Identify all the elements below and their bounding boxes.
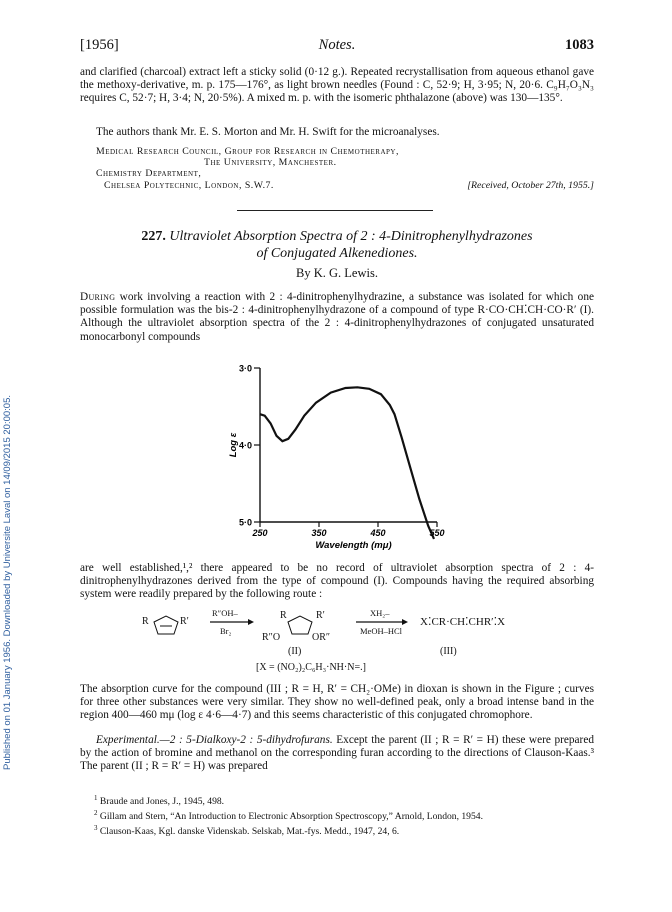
furan-ring-icon — [154, 616, 178, 634]
section-divider — [237, 210, 433, 211]
reagent-2-bottom: MeOH–HCl — [360, 626, 403, 636]
experimental-section — [80, 734, 594, 774]
established-text: are well established,¹,² there appeared to be no record of ultraviolet absorption spectra of 2 : 4-dinitrophenylhydrazones derived from the type of compound (I). Compounds having the required absorbing system were readily prepared by the following route : — [80, 562, 594, 601]
chart-axes — [254, 368, 437, 527]
footnote-1: $^1$ Braude and Jones, J., 1945, 498. — [94, 794, 225, 808]
paragraph-absorption-curve — [80, 683, 594, 723]
reagent-2-top: XH₂– — [370, 608, 390, 618]
x-tick-label: 450 — [370, 528, 386, 538]
x-tick-label: 350 — [311, 528, 327, 538]
affiliation-line-4: Chelsea Polytechnic, London, S.W.7. — [104, 180, 274, 191]
affiliation-line-2: The University, Manchester. — [204, 157, 337, 168]
y-axis-label: Log ε — [228, 432, 239, 458]
intro-lead-word: During — [80, 291, 116, 303]
x-axis-label: Wavelength (mμ) — [315, 540, 392, 551]
intro-paragraph — [80, 291, 594, 344]
scheme-left-r-prime: R′ — [180, 616, 189, 627]
dihydrofuran-ring-icon — [288, 616, 312, 634]
footnote-3: $^3$ Clauson-Kaas, Kgl. danske Videnskab. Selskab, Mat.-fys. Medd., 1947, 24, 6. — [94, 823, 400, 837]
continued-paragraph — [80, 66, 594, 106]
received-date: [Received, October 27th, 1955.] — [467, 180, 594, 191]
reaction-scheme — [130, 606, 590, 676]
y-tick-label: 5·0 — [238, 517, 252, 528]
title-line-2: of Conjugated Alkenediones. — [256, 246, 418, 261]
acknowledgement — [80, 126, 594, 139]
scheme-product: X⁚CR·CH⁚CHR′⁚X — [420, 616, 506, 628]
scheme-left-r: R — [142, 616, 149, 627]
article-number: 227. — [141, 229, 166, 244]
header-year: [1956] — [80, 37, 119, 53]
y-tick-label: 3·0 — [238, 363, 252, 374]
reagent-1-bottom: Br₂ — [220, 626, 232, 636]
title-line-1: Ultraviolet Absorption Spectra of 2 : 4-Dinitrophenylhydrazones — [169, 229, 533, 244]
reagent-1-top: R″OH– — [212, 608, 238, 618]
paragraph-established — [80, 562, 594, 602]
footnotes — [80, 793, 594, 837]
running-header — [80, 37, 594, 57]
download-notice-text: Published on 01 January 1956. Downloaded by Universite Laval on 14/09/2015 20:00:05. — [2, 395, 13, 770]
affiliation-line-1: Medical Research Council, Group for Research in Chemotherapy, — [96, 146, 399, 157]
y-tick-label: 4·0 — [238, 440, 252, 451]
absorption-curve-text: The absorption curve for the compound (III ; R = H, R′ = CH₂·OMe) in dioxan is shown in the Figure ; curves for three other substances were very similar. They show no well-defined peak, only a broad intense band in the region 400—460 mμ (log ε 4·6—4·7) and this seems characteristic of this conjugated chromophore. — [80, 683, 594, 722]
download-notice — [2, 130, 18, 770]
footnote-2: $^2$ Gillam and Stern, “An Introduction to Electronic Absorption Spectroscopy,” Arnold, London, 1954. — [94, 808, 483, 822]
article-author: By K. G. Lewis. — [296, 266, 378, 280]
x-tick-label: 550 — [429, 528, 445, 538]
absorption-spectrum-figure — [222, 360, 462, 555]
article-title — [80, 228, 594, 262]
label-compound-ii: (II) — [288, 646, 302, 657]
header-section: Notes. — [318, 37, 356, 53]
label-compound-iii: (III) — [440, 646, 457, 657]
x-definition: [X = (NO₂)₂C₆H₃·NH·N=.] — [256, 662, 366, 673]
paragraph-recrystallisation: and clarified (charcoal) extract left a sticky solid (0·12 g.). Repeated recrystallisation from aqueous ethanol gave the methoxy-derivative, m. p. 175—176°, as light brown needles (Found : C, 52·9; H, 3·95; N, 20·6. C₉H₇O₃N₃ requires C, 52·7; H, 3·4; N, 20·5%). A mixed m. p. with the isomeric phthalazone (above) was 130—135°. — [80, 66, 594, 105]
experimental-text: Except the parent (II ; R = R′ = H) these were prepared by the action of bromine and methanol on the corresponding furan according to the directions of Clauson-Kaas.³ The parent (II ; R = R′ = H) was prepared — [80, 734, 594, 773]
experimental-heading: Experimental.—2 : 5-Dialkoxy-2 : 5-dihydrofurans. — [96, 734, 333, 746]
absorption-curve — [260, 387, 434, 539]
scheme-mid-r-prime: R′ — [316, 610, 325, 621]
intro-text: work involving a reaction with 2 : 4-dinitrophenylhydrazine, a substance was isolated for which one possible formulation was the bis-2 : 4-dinitrophenylhydrazone of a compound of type R·CO·CH⁚CH·CO·R′ (I). Although the ultraviolet absorption spectra of the 2 : 4-dinitrophenylhydrazones of conjugated unsaturated monocarbonyl compounds — [80, 291, 594, 343]
thanks-text: The authors thank Mr. E. S. Morton and Mr. H. Swift for the microanalyses. — [96, 126, 440, 138]
affiliation-line-3: Chemistry Department, — [96, 168, 202, 179]
x-tick-label: 250 — [252, 528, 268, 538]
header-page-number: 1083 — [565, 37, 594, 53]
scheme-mid-or-left: R″O — [262, 632, 281, 643]
scheme-mid-r: R — [280, 610, 287, 621]
scheme-mid-or-right: OR″ — [312, 632, 331, 643]
